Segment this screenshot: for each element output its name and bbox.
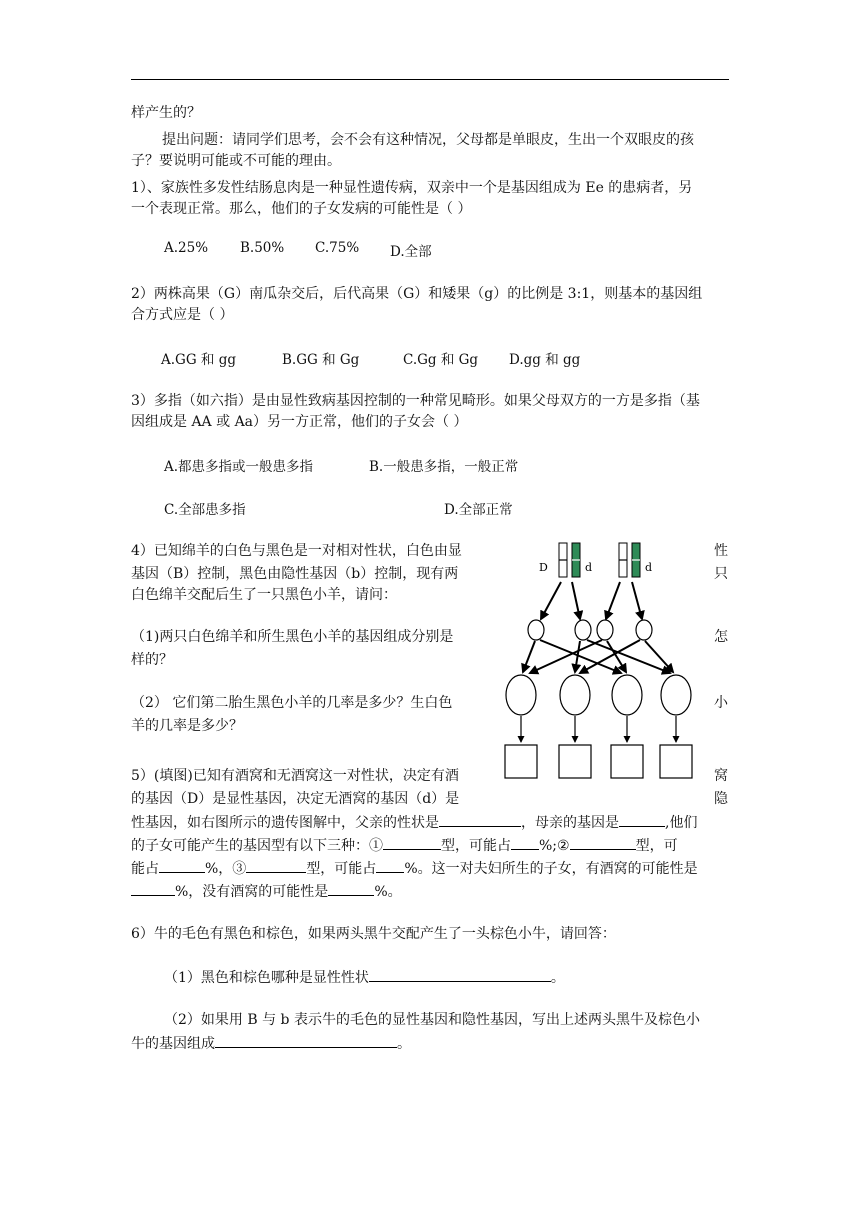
gamete-mother-2 (636, 620, 652, 640)
q3-option-c: C.全部患多指 (164, 502, 246, 518)
q6-line-1: 6）牛的毛色有黑色和棕色，如果两头黑牛交配产生了一头棕色小牛，请回答： (131, 926, 616, 942)
q5-line-5-d: %。这一对夫妇所生的子女，有酒窝的可能性是 (404, 861, 698, 877)
label-D: D (539, 561, 548, 574)
gamete-father-1 (528, 620, 544, 640)
q4-edge-char-1: 性 (714, 543, 728, 559)
zygote-1 (506, 675, 536, 715)
q1-option-b: B.50% (240, 240, 285, 256)
cross-arrow-4 (587, 640, 670, 673)
gamete-father-2 (575, 620, 591, 640)
zygote-2 (560, 675, 590, 715)
q5-line-3-a: 性基因，如右图所示的遗传图解中，父亲的性状是 (131, 815, 439, 831)
q5-line-6-a: %，没有酒窝的可能性是 (175, 884, 329, 900)
arrow-father-to-gamete-1 (541, 582, 561, 619)
q5-line-1: 5）(填图)已知有酒窝和无酒窝这一对性状，决定有酒 (131, 768, 459, 784)
q6-sub2-line-1: （2）如果用 B 与 b 表示牛的毛色的显性基因和隐性基因，写出上述两头黑牛及棕色小 (164, 1012, 700, 1028)
q5-line-5-a: 能占 (131, 861, 159, 877)
q5-line-5-b: %，③ (205, 861, 247, 877)
q5-line-4-d: 型，可 (635, 838, 678, 854)
q4-edge-char-2: 只 (714, 566, 728, 582)
q6-sub2-end: 。 (397, 1036, 411, 1052)
q1-option-d: D.全部 (390, 244, 432, 260)
zygote-3 (612, 675, 642, 715)
q2-line-2: 合方式应是（ ） (131, 307, 234, 323)
q3-line-2: 因组成是 AA 或 Aa）另一方正常，他们的子女会（ ） (131, 414, 468, 430)
q4-line-3: 白色绵羊交配后生了一只黑色小羊，请问： (131, 587, 397, 603)
q6-sub1-end: 。 (550, 970, 565, 986)
q2-option-a: A.GG 和 gg (161, 352, 236, 368)
arrow-mother-to-gamete-2 (632, 582, 642, 619)
q1-option-c: C.75% (315, 240, 360, 256)
q4-sub2-line-1: （2） 它们第二胎生黑色小羊的几率是多少？生白色 (131, 695, 453, 711)
q2-line-1: 2）两株高果（G）南瓜杂交后，后代高果（G）和矮果（g）的比例是 3:1，则基本的基因组 (131, 286, 703, 302)
q4-sub2-line-2: 羊的几率是多少？ (131, 718, 243, 734)
arrow-mother-to-gamete-1 (606, 582, 620, 619)
q5-line-4-b: 型，可能占 (441, 838, 511, 854)
q3-option-b: B.一般患多指，一般正常 (369, 459, 519, 475)
offspring-box-3[interactable] (611, 745, 643, 778)
q1-line-1: 1）、家族性多发性结肠息肉是一种显性遗传病，双亲中一个是基因组成为 Ee 的患病者，另 (131, 180, 693, 196)
q3-option-d: D.全部正常 (444, 502, 513, 518)
q2-option-d: D.gg 和 gg (509, 352, 581, 368)
offspring-box-4[interactable] (660, 745, 692, 778)
q1-option-a: A.25% (164, 240, 209, 256)
q2-option-c: C.Gg 和 Gg (403, 352, 479, 368)
intro-line-2: 子？要说明可能或不可能的理由。 (131, 153, 341, 169)
cross-arrow-5 (530, 640, 602, 673)
q3-line-1: 3）多指（如六指）是由显性致病基因控制的一种常见畸形。如果父母双方的一方是多指（基 (131, 393, 700, 409)
label-d-mother: d (645, 561, 653, 574)
zygote-4 (661, 675, 691, 715)
q4-line-1: 4）已知绵羊的白色与黑色是一对相对性状，白色由显 (131, 543, 462, 559)
q4-sub1-line-1: （1)两只白色绵羊和所生黑色小羊的基因组成分别是 (131, 629, 454, 645)
q6-sub2-text: 牛的基因组成 (131, 1036, 215, 1052)
cross-arrow-1 (523, 641, 535, 672)
q2-option-b: B.GG 和 Gg (282, 352, 360, 368)
offspring-box-1[interactable] (505, 745, 537, 778)
label-d-father: d (585, 561, 593, 574)
continued-text: 样产生的？ (131, 105, 201, 121)
q5-line-3-c: ,他们 (665, 815, 698, 831)
q6-sub1-text: （1）黑色和棕色哪种是显性性状 (164, 970, 369, 986)
q5-line-3-b: ，母亲的基因是 (521, 815, 619, 831)
q5-edge-char-2: 隐 (714, 791, 728, 807)
q5-line-4-c: %;② (539, 838, 570, 854)
q4-edge-char-4: 小 (714, 695, 728, 711)
q5-line-2: 的基因（D）是显性基因，决定无酒窝的基因（d）是 (131, 791, 460, 807)
q4-edge-char-3: 怎 (714, 629, 728, 645)
q5-line-4-a: 的子女可能产生的基因型有以下三种：① (131, 838, 383, 854)
q4-line-2: 基因（B）控制，黑色由隐性基因（b）控制，现有两 (131, 566, 459, 582)
q3-option-a: A.都患多指或一般患多指 (164, 459, 314, 475)
cross-arrow-8 (645, 641, 673, 672)
intro-line-1: 提出问题：请同学们思考，会不会有这种情况，父母都是单眼皮，生出一个双眼皮的孩 (162, 132, 694, 148)
q5-line-5-c: 型，可能占 (306, 861, 377, 877)
father-chromosome-pair (559, 543, 580, 577)
q4-sub1-line-2: 样的？ (131, 652, 173, 668)
arrow-father-to-gamete-2 (572, 582, 580, 619)
mother-chromosome-pair (619, 543, 640, 577)
q5-edge-char-1: 窝 (714, 768, 728, 784)
q1-line-2: 一个表现正常。那么，他们的子女发病的可能性是（ ） (131, 201, 472, 217)
offspring-box-2[interactable] (559, 745, 591, 778)
q5-line-6-b: %。 (374, 884, 402, 900)
gamete-mother-1 (597, 620, 613, 640)
